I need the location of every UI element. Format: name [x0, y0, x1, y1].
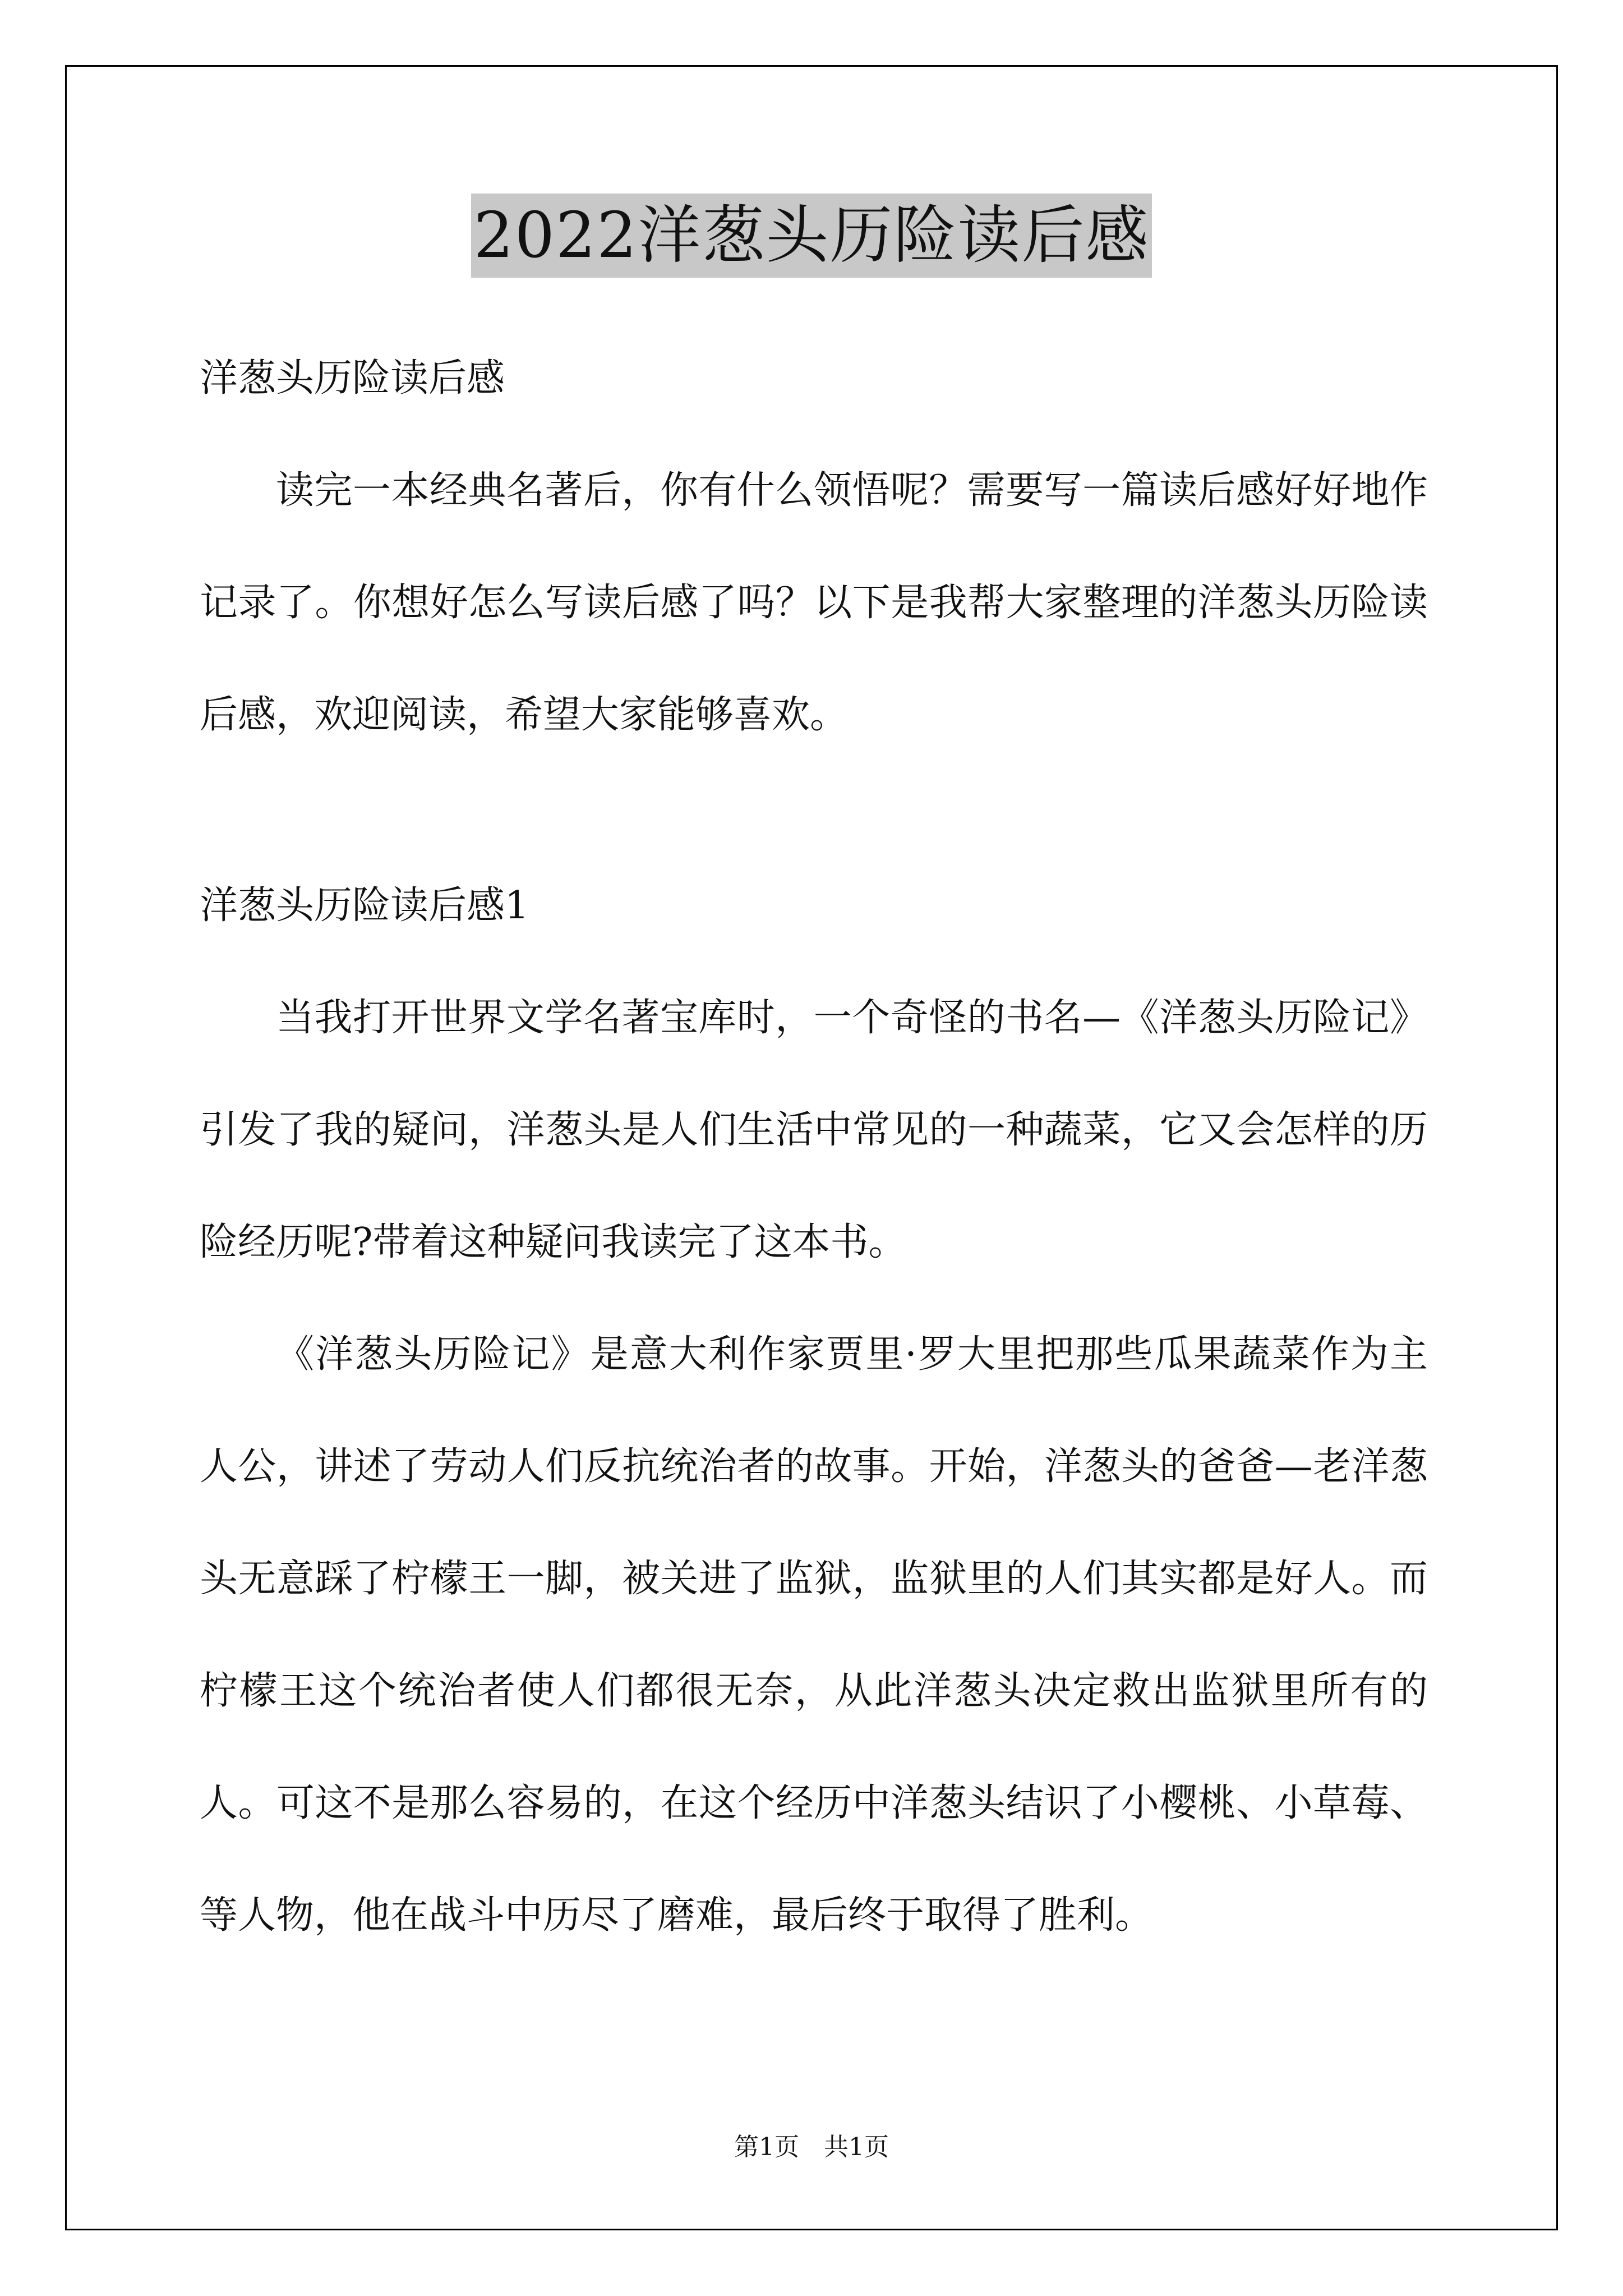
section-1-paragraph-1: 当我打开世界文学名著宝库时，一个奇怪的书名—《洋葱头历险记》引发了我的疑问，洋葱头是人们生活中常见的一种蔬菜，它又会怎样的历险经历呢?带着这种疑问我读完了这本书。	[200, 996, 1428, 1264]
page-footer: 第1页 共1页	[734, 2133, 889, 2161]
intro-heading: 洋葱头历险读后感	[200, 356, 505, 401]
section-1-heading: 洋葱头历险读后感1	[200, 884, 529, 928]
section-1-paragraph-2: 《洋葱头历险记》是意大利作家贾里·罗大里把那些瓜果蔬菜作为主人公，讲述了劳动人们反抗统治者的故事。开始，洋葱头的爸爸—老洋葱头无意踩了柠檬王一脚，被关进了监狱，监狱里的人们其实都是好人。而柠檬王这个统治者使人们都很无奈，从此洋葱头决定救出监狱里所有的人。可这不是那么容易的，在这个经历中洋葱头结识了小樱桃、小草莓、等人物，他在战斗中历尽了磨难，最后终于取得了胜利。	[200, 1332, 1428, 1938]
intro-section	[200, 323, 1428, 771]
document-title	[0, 194, 1623, 278]
document-title-text: 2022洋葱头历险读后感	[471, 194, 1151, 278]
section-1	[200, 850, 1428, 1972]
intro-paragraph: 读完一本经典名著后，你有什么领悟呢？需要写一篇读后感好好地作记录了。你想好怎么写读后感了吗？以下是我帮大家整理的洋葱头历险读后感，欢迎阅读，希望大家能够喜欢。	[200, 468, 1428, 737]
